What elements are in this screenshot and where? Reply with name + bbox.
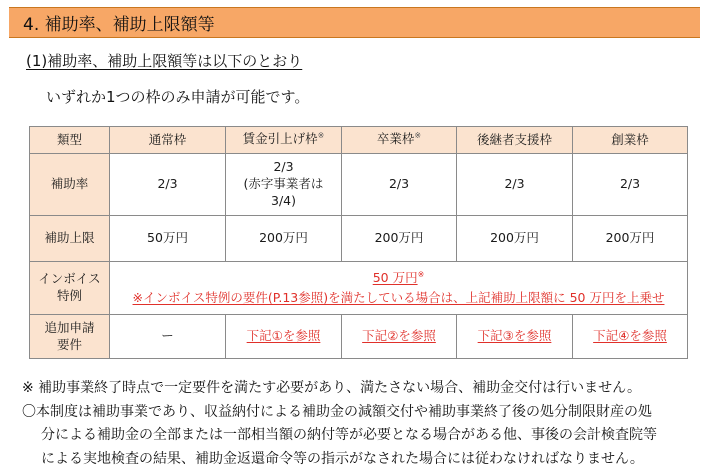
row-label-rate: 補助率: [30, 154, 110, 216]
header-col-successor: 後継者支援枠: [457, 127, 573, 154]
extra-link-2[interactable]: 下記②を参照: [342, 315, 457, 359]
header-col-standard: 通常枠: [110, 127, 226, 154]
subheading: (1)補助率、補助上限額等は以下のとおり: [26, 52, 303, 70]
limit-cell: 200万円: [226, 216, 342, 262]
header-corner: 類型: [30, 127, 110, 154]
extra-link-3[interactable]: 下記③を参照: [457, 315, 573, 359]
row-label-invoice: インボイス 特例: [30, 262, 110, 315]
invoice-note: ※インボイス特例の要件(P.13参照)を満たしている場合は、上記補助上限額に 50 万円を上乗せ: [132, 289, 665, 305]
extra-link-1[interactable]: 下記①を参照: [226, 315, 342, 359]
table-row-extra: [30, 315, 688, 359]
row-label-limit: 補助上限: [30, 216, 110, 262]
footnote-mark: ※: [414, 131, 422, 141]
rate-cell: 2/3: [457, 154, 573, 216]
rate-cell: 2/3: [110, 154, 226, 216]
header-col-graduation: 卒業枠※: [342, 127, 457, 154]
extra-cell-none: ー: [110, 315, 226, 359]
section-title-bar: [9, 7, 700, 38]
limit-cell: 200万円: [342, 216, 457, 262]
table-row-rate: [30, 154, 688, 216]
note-system-line1: 〇本制度は補助事業であり、収益納付による補助金の減額交付や補助事業終了後の処分制限財産の処: [22, 403, 652, 420]
row-label-extra: 追加申請 要件: [30, 315, 110, 359]
table-row-invoice: [30, 262, 688, 315]
limit-cell: 200万円: [573, 216, 688, 262]
extra-link-4[interactable]: 下記④を参照: [573, 315, 688, 359]
notes: [22, 377, 702, 471]
intro-text: いずれか1つの枠のみ申請が可能です。: [46, 88, 310, 106]
subsidy-table: [29, 126, 688, 359]
invoice-amount: 50 万円※: [372, 269, 425, 285]
note-system-line2: 分による補助金の全部または一部相当額の納付等が必要となる場合がある他、事後の会計検査院等: [41, 427, 657, 443]
note-system-line3: による実地検査の結果、補助金返還命令等の指示がなされた場合には従わなければなりません。: [41, 450, 644, 467]
rate-cell-wage-increase: 2/3 (赤字事業者は 3/4): [226, 154, 342, 216]
rate-cell: 2/3: [573, 154, 688, 216]
table-header-row: [30, 127, 688, 154]
limit-cell: 200万円: [457, 216, 573, 262]
header-col-wage-increase: 賃金引上げ枠※: [226, 127, 342, 154]
table-row-limit: [30, 216, 688, 262]
invoice-cell: [110, 262, 688, 315]
header-col-startup: 創業枠: [573, 127, 688, 154]
rate-cell: 2/3: [342, 154, 457, 216]
note-requirement: ※ 補助事業終了時点で一定要件を満たす必要があり、満たさない場合、補助金交付は行いません。: [22, 380, 642, 396]
footnote-mark: ※: [317, 131, 325, 141]
limit-cell: 50万円: [110, 216, 226, 262]
section-title: 4. 補助率、補助上限額等: [23, 15, 215, 35]
